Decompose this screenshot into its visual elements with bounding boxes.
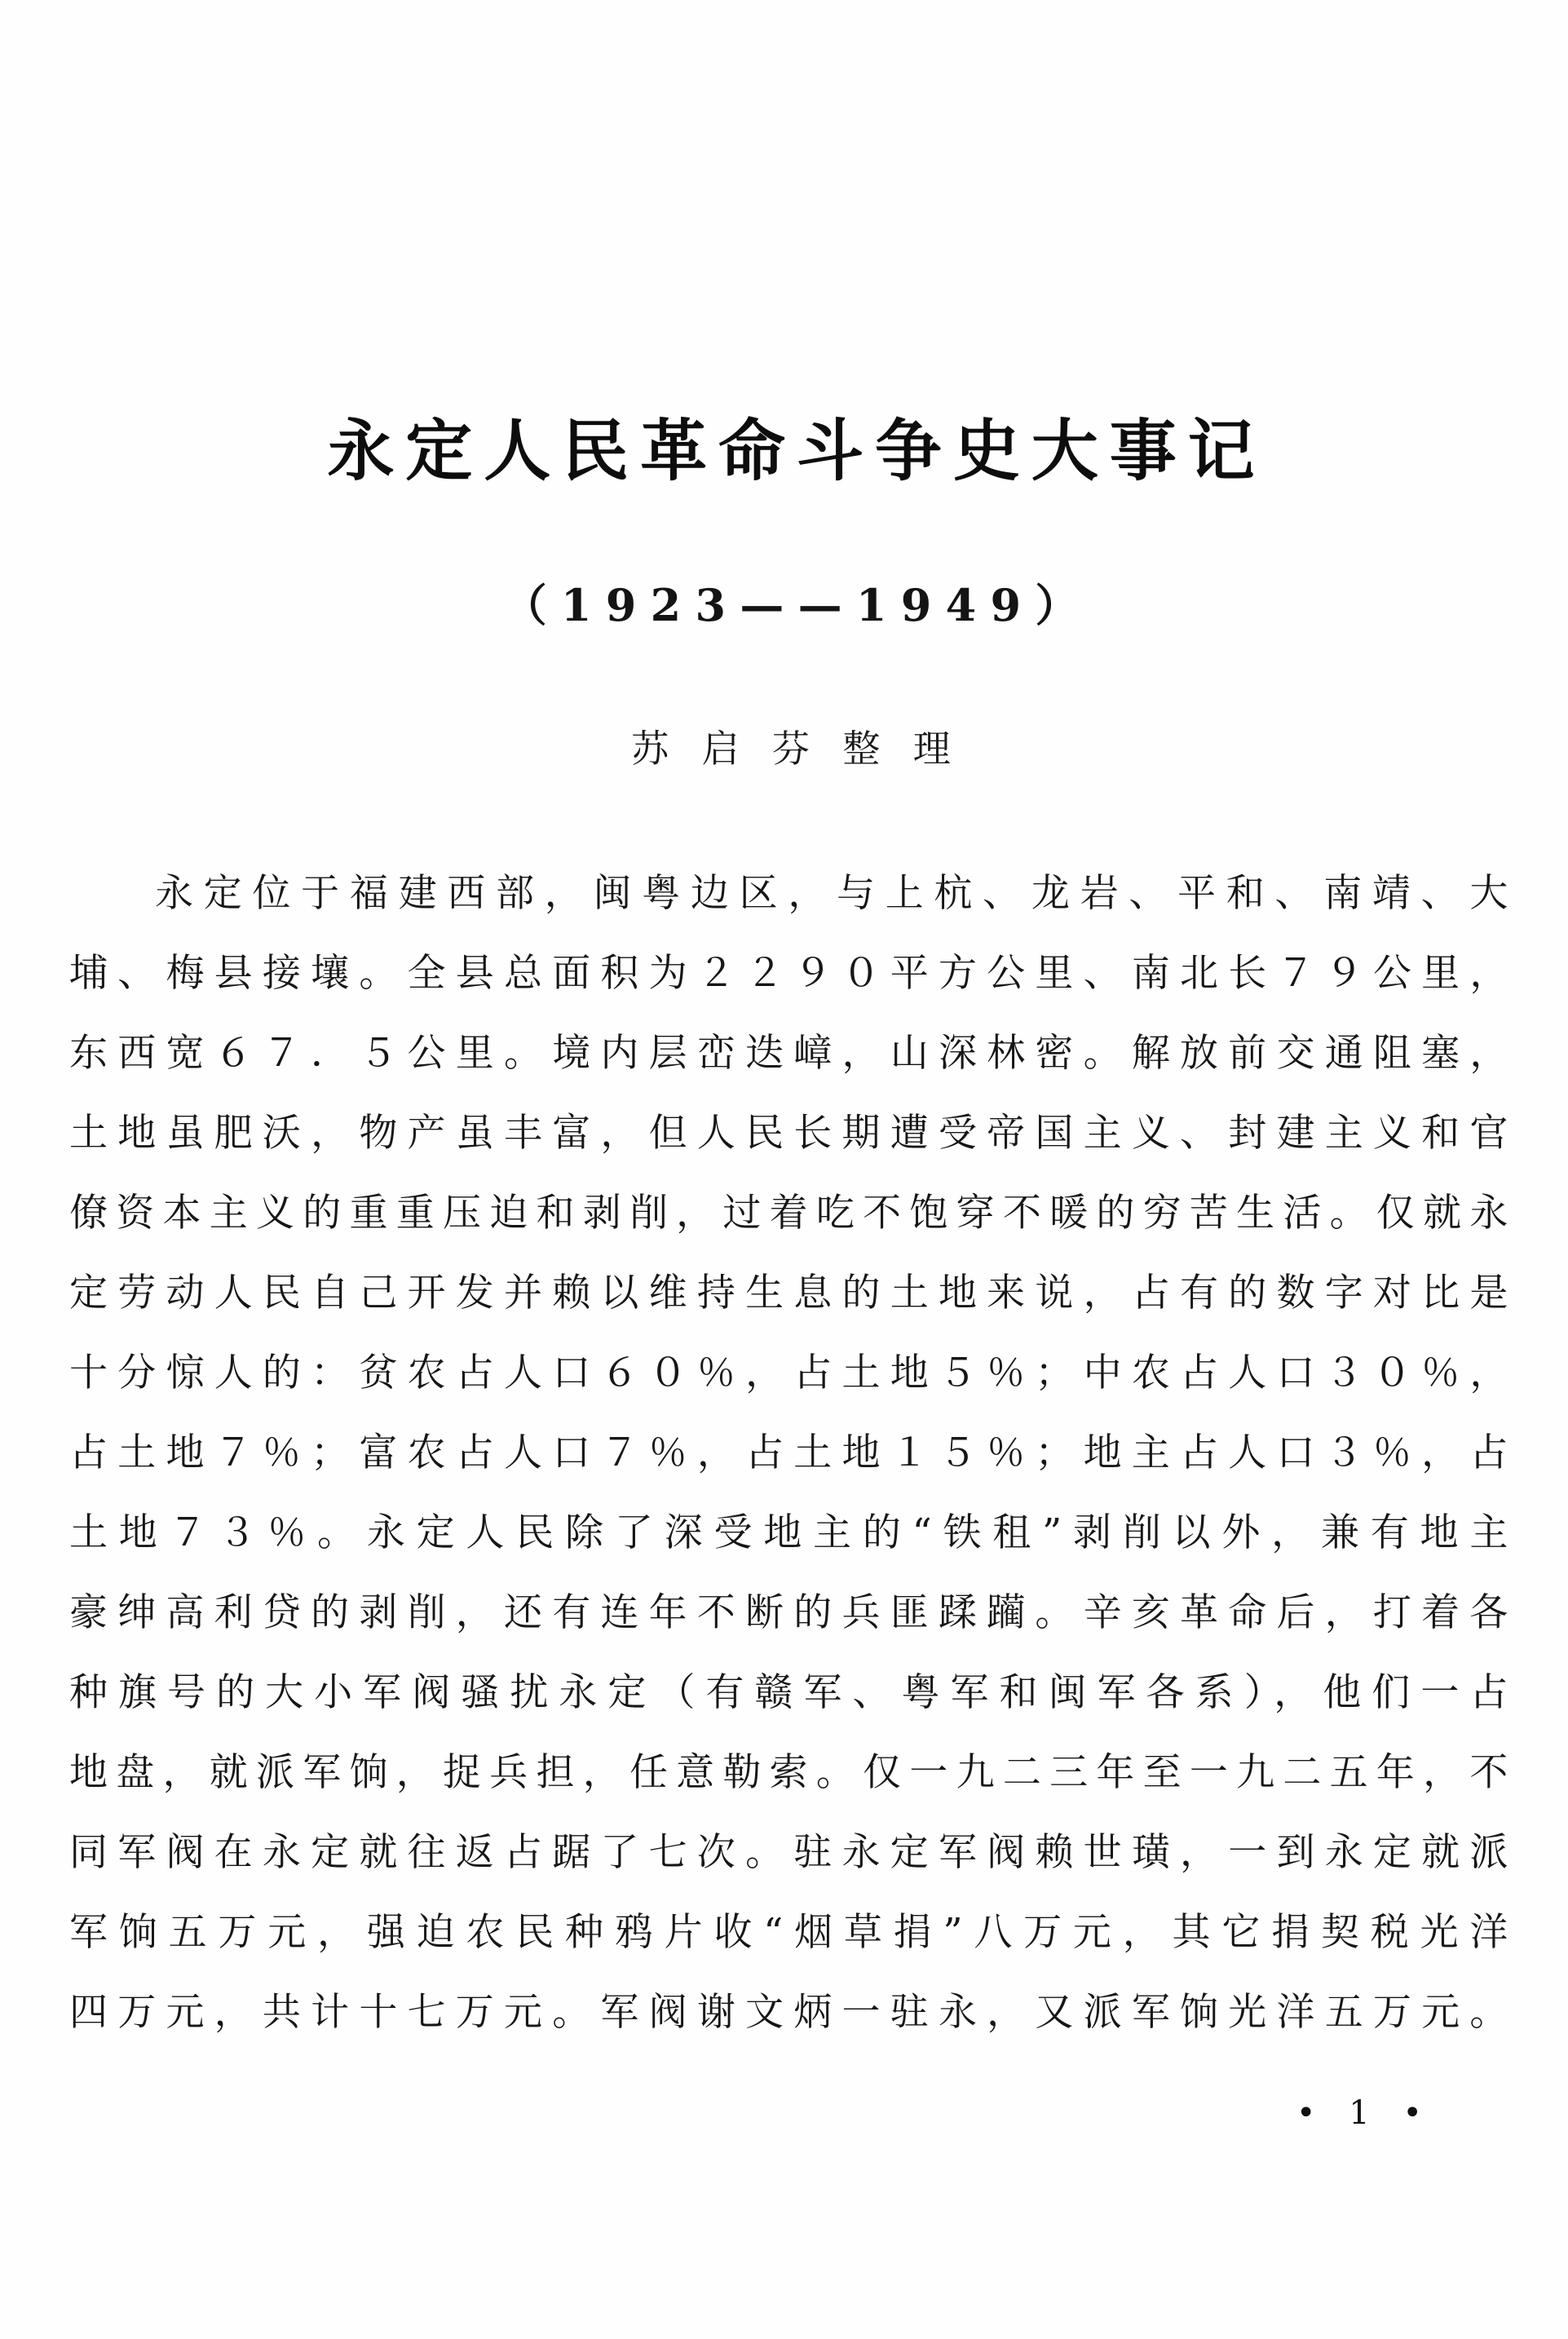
document-subtitle: （1923——1949） [502,579,1093,631]
paragraph-line: 四万元，共计十七万元。军阀谢文炳一驻永，又派军饷光洋五万元。 [69,1990,1513,2035]
paragraph-line: 地盘，就派军饷，捉兵担，任意勒索。仅一九二三年至一九二五年，不 [69,1750,1513,1795]
paragraph-line: 东西宽６７．５公里。境内层峦迭嶂，山深林密。解放前交通阻塞， [69,1031,1513,1076]
paragraph-line: 占土地７％；富农占人口７％，占土地１５％；地主占人口３％，占 [69,1430,1513,1475]
paragraph-line: 同军阀在永定就往返占踞了七次。驻永定军阀赖世璜，一到永定就派 [69,1830,1513,1875]
paragraph-line: 豪绅高利贷的剥削，还有连年不断的兵匪蹂躏。辛亥革命后，打着各 [69,1590,1513,1635]
paragraph-line: 永定位于福建西部，闽粤边区，与上杭、龙岩、平和、南靖、大 [155,871,1513,916]
document-title: 永定人民革命斗争史大事记 [327,413,1266,490]
paragraph-line: 僚资本主义的重重压迫和剥削，过着吃不饱穿不暖的穷苦生活。仅就永 [69,1191,1513,1236]
author-line: 苏 启 芬 整 理 [631,727,961,771]
paragraph-line: 种旗号的大小军阀骚扰永定（有赣军、粤军和闽军各系），他们一占 [69,1670,1513,1715]
paragraph-line: 埔、梅县接壤。全县总面积为２２９０平方公里、南北长７９公里， [69,951,1513,996]
paragraph-line: 定劳动人民自己开发并赖以维持生息的土地来说，占有的数字对比是 [69,1271,1513,1315]
paragraph [69,854,1513,2053]
paragraph-line: 军饷五万元，强迫农民种鸦片收“烟草捐”八万元，其它捐契税光洋 [69,1910,1513,1955]
paragraph-line: 十分惊人的：贫农占人口６０％，占土地５％；中农占人口３０％， [69,1351,1513,1395]
paragraph-line: 土地虽肥沃，物产虽丰富，但人民长期遭受帝国主义、封建主义和官 [69,1111,1513,1156]
page-number: • 1 • [1296,2094,1433,2132]
paragraph-line: 土地７３％。永定人民除了深受地主的“铁租”剥削以外，兼有地主 [69,1510,1513,1555]
